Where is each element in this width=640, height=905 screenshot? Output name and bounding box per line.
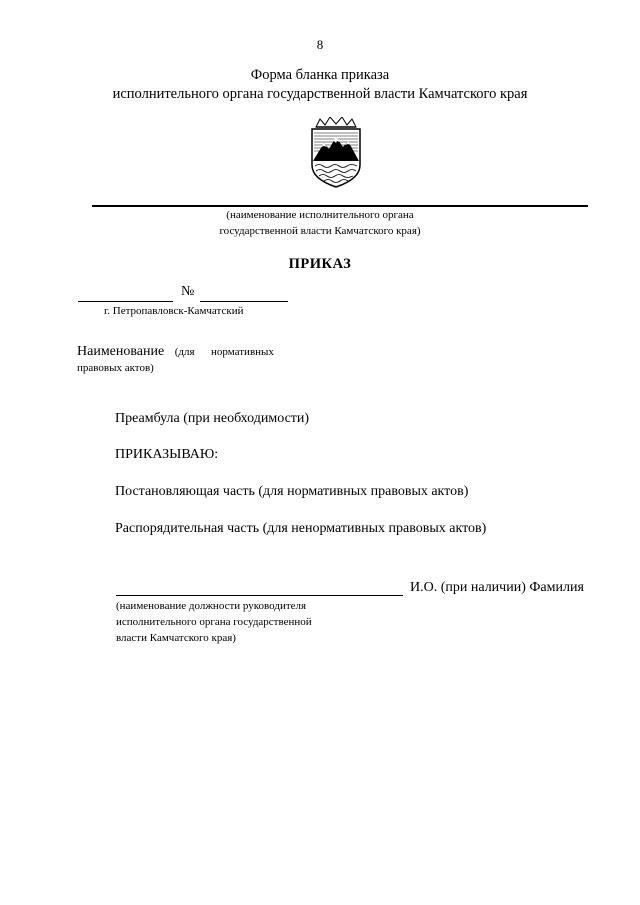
signature-line: [116, 595, 403, 596]
order-word: ПРИКАЗЫВАЮ:: [115, 447, 219, 462]
document-name-line-2: правовых актов): [77, 362, 154, 374]
number-field-line: [200, 301, 288, 302]
document-name-note: (для нормативных: [174, 346, 274, 358]
order-title: ПРИКАЗ: [288, 256, 352, 272]
document-name-line-1: [77, 344, 274, 360]
position-caption-line-1: (наименование должности руководителя: [116, 600, 307, 612]
form-title-line-2: исполнительного органа государственной власти Камчатского края: [112, 86, 528, 102]
organization-caption-line-2: государственной власти Камчатского края): [219, 225, 421, 237]
organization-name-line: [92, 205, 588, 207]
position-caption-line-2: исполнительного органа государственной: [116, 616, 312, 628]
organization-caption-line-1: (наименование исполнительного органа: [226, 209, 414, 221]
signatory-name: И.О. (при наличии) Фамилия: [410, 580, 584, 595]
position-caption-line-3: власти Камчатского края): [116, 632, 236, 644]
date-field-line: [78, 301, 173, 302]
number-sign: №: [181, 284, 195, 299]
document-name-main: Наименование: [77, 344, 165, 359]
preamble-text: Преамбула (при необходимости): [115, 411, 310, 426]
city-name: г. Петропавловск-Камчатский: [104, 305, 244, 317]
form-title-line-1: Форма бланка приказа: [250, 67, 390, 83]
coat-of-arms-icon: [306, 117, 366, 189]
page-number: 8: [316, 37, 324, 52]
administrative-part-text: Распорядительная часть (для ненормативных правовых актов): [115, 521, 487, 536]
normative-part-text: Постановляющая часть (для нормативных правовых актов): [115, 484, 469, 499]
